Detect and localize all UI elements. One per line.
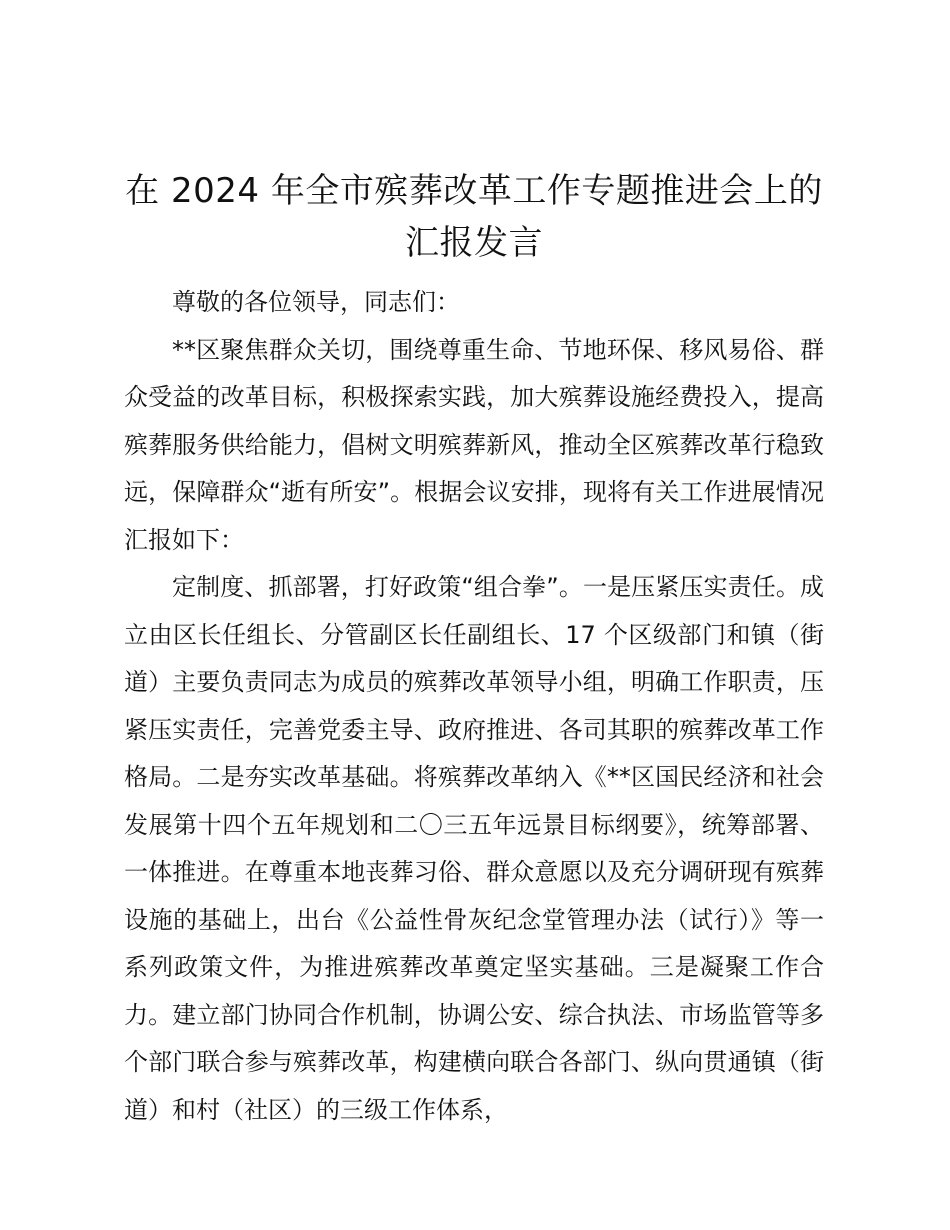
salutation: 尊敬的各位领导，同志们： (172, 288, 460, 316)
document-title: 在 2024 年全市殡葬改革工作专题推进会上的汇报发言 (125, 171, 823, 263)
intro-paragraph: **区聚焦群众关切，围绕尊重生命、节地环保、移风易俗、群众受益的改革目标，积极探索实践，加大殡葬设施经费投入，提高殡葬服务供给能力，倡树文明殡葬新风，推动全区殡葬改革行稳致远，保障群众“逝有所安”。根据会议安排，现将有关工作进展情况汇报如下： (124, 335, 824, 554)
body-paragraph: 定制度、抓部署，打好政策“组合拳”。一是压紧压实责任。成立由区长任组长、分管副区长任副组长、17 个区级部门和镇（街道）主要负责同志为成员的殡葬改革领导小组，明确工作职责，压紧压实责任，完善党委主导、政府推进、各司其职的殡葬改革工作格局。二是夯实改革基础。将殡葬改革纳入《**区国民经济和社会发展第十四个五年规划和二〇三五年远景目标纲要》，统筹部署、一体推进。在尊重本地丧葬习俗、群众意愿以及充分调研现有殡葬设施的基础上，出台《公益性骨灰纪念堂管理办法（试行）》等一系列政策文件，为推进殡葬改革奠定坚实基础。三是凝聚工作合力。建立部门协同合作机制，协调公安、综合执法、市场监管等多个部门联合参与殡葬改革，构建横向联合各部门、纵向贯通镇（街道）和村（社区）的三级工作体系， (124, 573, 824, 1124)
document-page (124, 165, 824, 1134)
